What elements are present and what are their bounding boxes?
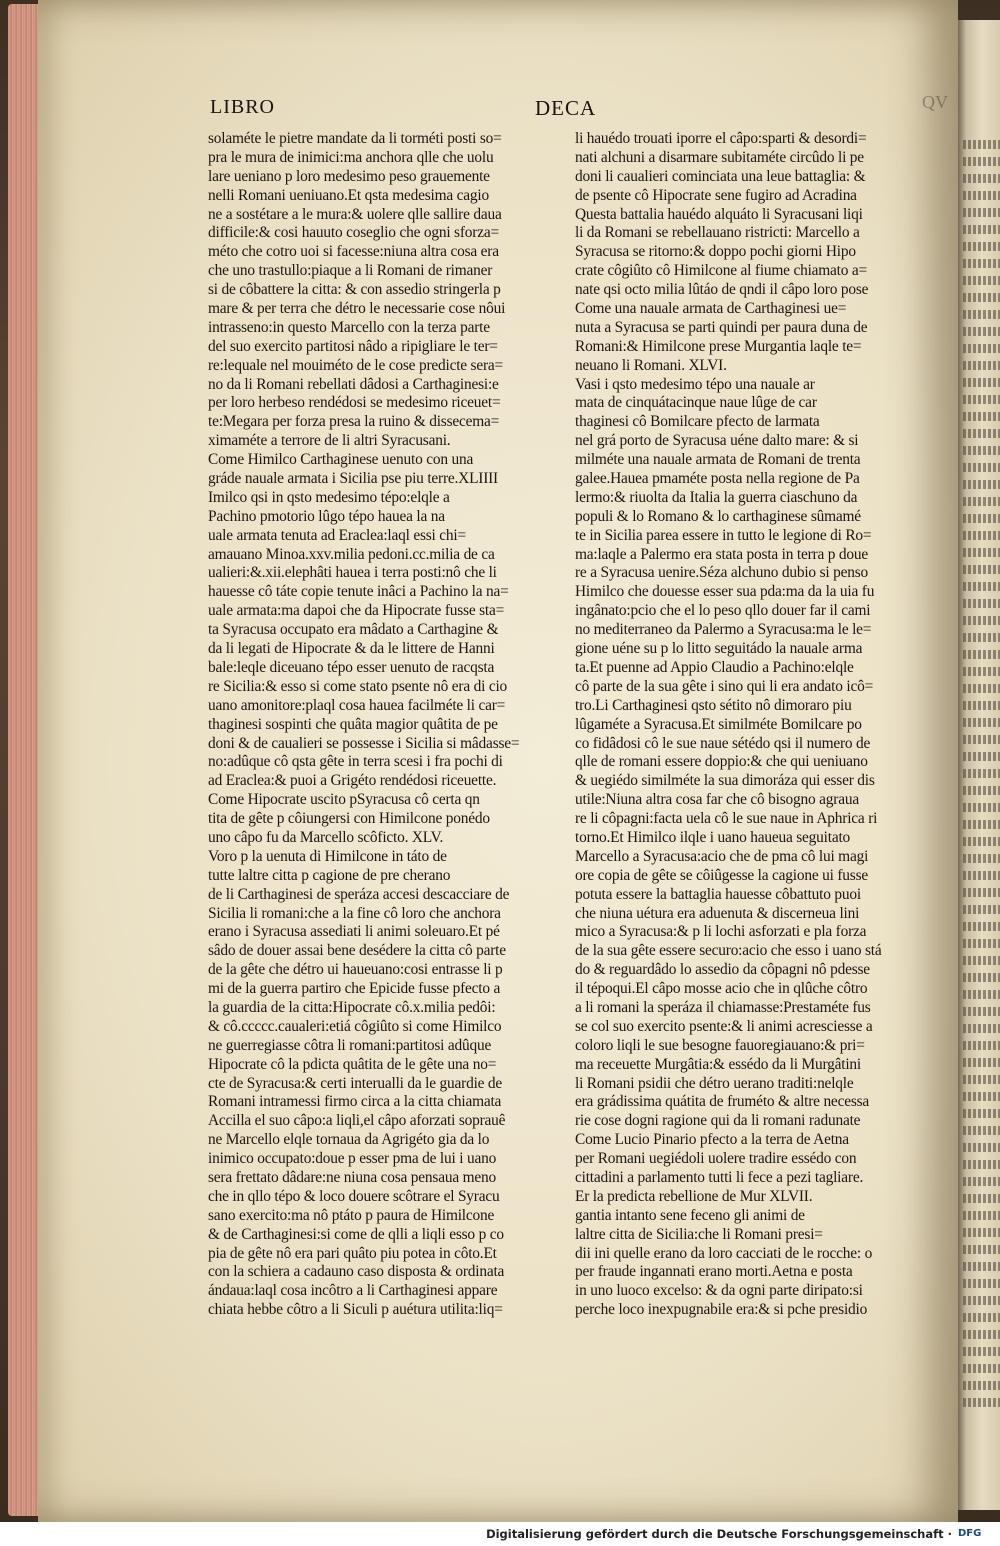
running-head-left: LIBRO	[210, 96, 275, 118]
facing-text-line	[963, 956, 1000, 965]
text-line: difficile:& cosi hauuto coseglio che ogni sforza=	[208, 224, 499, 242]
text-line: doni & de caualieri se possesse i Sicilia si mâdasse=	[208, 734, 520, 752]
text-line: galee.Hauea pmaméte posta nella regione de Pa	[575, 470, 860, 488]
text-line: Marcello a Syracusa:acio che de pma cô lui magi	[575, 847, 869, 865]
text-line: no:adûque cô qsta gête in terra scesi i fra pochi di	[208, 753, 503, 771]
text-line: Romani intramessi firmo circa a la citta chiamata	[208, 1093, 502, 1111]
text-line: ma receuette Murgâtia:& essédo da li Murgâtini	[575, 1055, 861, 1073]
facing-text-line	[963, 1058, 1000, 1067]
facing-text-line	[963, 429, 1000, 438]
text-line: amauano Minoa.xxv.milia pedoni.cc.milia de ca	[208, 545, 495, 563]
text-line: lermo:& riuolta da Italia la guerra ciaschuno da	[575, 488, 858, 506]
facing-text-line	[963, 140, 1000, 149]
text-line: & uegiédo similméte la sua dimoráza qui esser dis	[575, 772, 875, 790]
facing-text-line	[963, 327, 1000, 336]
text-line: che niuna uétura era aduenuta & discerneua lini	[575, 904, 860, 922]
text-line: per loro herbeso rendédosi se medesimo riceuet=	[208, 394, 501, 412]
text-line: nati alchuni a disarmare subitaméte circûdo li pe	[575, 148, 864, 166]
text-line: & cô.ccccc.caualeri:etiá côgiûto si come Himilco	[208, 1017, 502, 1035]
text-line: li Romani psidii che détro uerano traditi:nelqle	[575, 1074, 854, 1092]
facing-text-line	[963, 446, 1000, 455]
facing-text-line	[963, 1330, 1000, 1339]
facing-text-line	[963, 1245, 1000, 1254]
text-line: Syracusa se ritorno:& doppo pochi giorni Hipo	[575, 243, 856, 261]
text-line: a li romani la speráza il chiamasse:Prestaméte fus	[575, 998, 871, 1016]
page-fore-edge	[8, 4, 42, 1516]
facing-text-line	[963, 242, 1000, 251]
text-line: del suo exercito partitosi nâdo a ripigliare le ter=	[208, 337, 498, 355]
facing-text-line	[963, 599, 1000, 608]
text-line: re Sicilia:& esso si come stato psente nô era di cio	[208, 677, 508, 695]
facing-text-line	[963, 1007, 1000, 1016]
facing-text-line	[963, 259, 1000, 268]
text-line: lûgaméte a Syracusa.Et similméte Bomilcare po	[575, 715, 862, 733]
text-line: ma:laqle a Palermo era stata posta in terra p doue	[575, 545, 868, 563]
text-line: re a Syracusa uenire.Séza alchuno dubio si penso	[575, 564, 868, 582]
text-line: nelli Romani ueniuano.Et qsta medesima cagio	[208, 186, 489, 204]
facing-text-line	[963, 837, 1000, 846]
facing-text-line	[963, 1347, 1000, 1356]
text-line: perche loco inexpugnabile era:& si pche presidio	[575, 1301, 868, 1319]
facing-text-line	[963, 905, 1000, 914]
text-line: per fraude ingannati erano morti.Aetna e posta	[575, 1263, 853, 1281]
facing-text-line	[963, 735, 1000, 744]
facing-text-line	[963, 616, 1000, 625]
text-line: potuta essere la battaglia hauesse côbattuto puoi	[575, 885, 861, 903]
text-line: ingânato:pcio che el lo peso qllo douer far il cami	[575, 602, 871, 620]
dfg-logo-text: DFG	[958, 1528, 982, 1539]
facing-text-line	[963, 531, 1000, 540]
text-line: ta Syracusa occupato era mâdato a Carthagine &	[208, 621, 499, 639]
text-line: Questa battalia hauédo alquáto li Syracusani liqi	[575, 205, 863, 223]
facing-text-line	[963, 854, 1000, 863]
text-line: Accilla el suo câpo:a liqli,el câpo aforzati soprauê	[208, 1112, 506, 1130]
facing-text-line	[963, 395, 1000, 404]
text-line: méto che cotro uoi si facesse:niuna altra cosa era	[208, 243, 499, 261]
text-line: erano i Syracusa assediati li animi soleuaro.Et pé	[208, 923, 500, 941]
text-line: Come Himilco Carthaginese uenuto con una	[208, 451, 474, 469]
text-line: nuta a Syracusa se parti quindi per paura duna de	[575, 318, 868, 336]
text-line: con la schiera a cadauno caso disposta & ordinata	[208, 1263, 505, 1281]
facing-text-line	[963, 820, 1000, 829]
text-line: intrassenо:in questo Marcello con la terza parte	[208, 318, 490, 336]
text-line: Voro p la uenuta di Himilcone in táto de	[208, 847, 447, 865]
text-line: dii ini quelle erano da loro cacciati de le rocche: o	[575, 1244, 873, 1262]
text-line: tutte laltre citta p cagione de pre cherano	[208, 866, 451, 884]
text-line: mata de cinquátacinque naue lûge de car	[575, 394, 817, 412]
text-line: gione uéne su p lo litto seguitádo la nauale arma	[575, 640, 863, 658]
facing-text-line	[963, 378, 1000, 387]
text-line: uale armata:ma dapoi che da Hipocrate fusse sta=	[208, 602, 505, 620]
facing-text-line	[963, 803, 1000, 812]
facing-text-line	[963, 1092, 1000, 1101]
facing-text-line	[963, 1126, 1000, 1135]
facing-text-line	[963, 888, 1000, 897]
facing-text-line	[963, 276, 1000, 285]
text-line: li hauédo trouati iporre el câpo:sparti & desordi=	[575, 130, 867, 147]
facing-text-line	[963, 973, 1000, 982]
facing-text-line	[963, 1109, 1000, 1118]
text-line: re:lequale nel mouiméto de le cose predicte sera=	[208, 356, 504, 374]
text-line: doni li caualieri cominciata una leue battaglia: &	[575, 167, 866, 185]
facing-text-line	[963, 786, 1000, 795]
text-line: gráde nauale armata i Sicilia pse piu terre.XLIIII	[208, 470, 498, 488]
facing-text-line	[963, 1313, 1000, 1322]
text-line: ta.Et puenne ad Appio Claudio a Pachino:elqle	[575, 658, 854, 676]
text-line: co fidâdosi cô le sue naue sétédo qsi il numero de	[575, 734, 871, 752]
facing-text-line	[963, 361, 1000, 370]
text-line: che uno trastullo:piaque a li Romani de rimaner	[208, 262, 493, 280]
facing-text-line	[963, 1041, 1000, 1050]
text-line: crate côgiûto cô Himilcone al fiume chiamato a=	[575, 262, 868, 280]
text-line: ximaméte a terrore de li altri Syracusani.	[208, 432, 451, 450]
facing-text-line	[963, 990, 1000, 999]
text-line: Come Lucio Pinario pfecto a la terra de Aetna	[575, 1131, 849, 1149]
facing-text-line	[963, 1024, 1000, 1033]
text-line: se col suo exercito psente:& li animi acresciesse a	[575, 1017, 873, 1035]
text-line: laltre citta de Sicilia:che li Romani presi=	[575, 1225, 823, 1243]
text-line: uano amonitore:plaql cosa hauea facilméte li car=	[208, 696, 506, 714]
text-line: Er la predicta rebellione de Mur XLVII.	[575, 1187, 813, 1205]
facing-text-line	[963, 1194, 1000, 1203]
text-line: de la sua gête essere securo:acio che esso i uano stá	[575, 942, 882, 960]
facing-text-line	[963, 1143, 1000, 1152]
text-line: no da li Romani rebellati dâdosi a Carthaginesi:e	[208, 375, 499, 393]
text-column-left	[208, 130, 553, 1320]
text-line: & de Carthaginesi:si come de qlli a liqli esso p co	[208, 1225, 504, 1243]
text-line: milméte una nauale armata de Romani de trenta	[575, 451, 861, 469]
running-head-fragment: QV	[922, 92, 948, 112]
facing-text-line	[963, 480, 1000, 489]
text-line: cittadini a parlamento tutti li fece a pezi tagliare.	[575, 1168, 864, 1186]
text-line: thaginesi sospinti che quâta magior quâtita de pe	[208, 715, 498, 733]
facing-text-line	[963, 157, 1000, 166]
text-line: pra le mura de inimici:ma anchora qlle che uolu	[208, 148, 494, 166]
text-line: nel grá porto de Syracusa uéne dalto mare: & si	[575, 432, 859, 450]
facing-text-line	[963, 582, 1000, 591]
text-line: torno.Et Himilco ilqle i uano haueua seguitato	[575, 828, 851, 846]
text-line: Vasi i qsto medesimo tépo una nauale ar	[575, 375, 815, 393]
funding-notice: Digitalisierung gefördert durch die Deutsche Forschungsgemeinschaft ·	[486, 1527, 952, 1541]
dfg-logo	[958, 1527, 992, 1541]
text-line: tro.Li Carthaginesi qsto sétito nô dimoraro piu	[575, 696, 852, 714]
facing-text-line	[963, 1279, 1000, 1288]
facing-text-line	[963, 548, 1000, 557]
facing-text-line	[963, 1160, 1000, 1169]
text-line: ándaua:laql cosa incôtro a li Carthaginesi appare	[208, 1282, 498, 1300]
text-line: de psente cô Hipocrate sene fugiro ad Acradina	[575, 186, 857, 204]
facing-text-line	[963, 1364, 1000, 1373]
text-line: ne a sostétare a le mura:& uolere qlle sallire daua	[208, 205, 502, 223]
text-line: sano exercito:ma nô ptáto p paura de Himilcone	[208, 1206, 495, 1224]
text-line: Come Hipocrate uscito pSyracusa cô certa qn	[208, 791, 480, 809]
text-line: cô parte de la sua gête i sino qui li era andato icô=	[575, 677, 874, 695]
text-line: neuano li Romani. XLVI.	[575, 356, 727, 374]
text-line: ualieri:&.xii.elephâti hauea i terra posti:nô che li	[208, 564, 497, 582]
text-line: de la gête che détro ui haueuano:cosi entrasse li p	[208, 961, 503, 979]
text-line: de li Carthaginesi de speráza accesi descacciare de	[208, 885, 510, 903]
facing-text-line	[963, 225, 1000, 234]
facing-text-line	[963, 752, 1000, 761]
facing-text-line	[963, 174, 1000, 183]
text-line: ne Marcello elqle tornaua da Agrigéto gia da lo	[208, 1131, 490, 1149]
text-line: solaméte le pietre mandate da li torméti posti so=	[208, 130, 502, 147]
text-line: mi de la guerra partiro che Epicide fusse pfecto a	[208, 980, 501, 998]
facing-text-line	[963, 514, 1000, 523]
facing-text-line	[963, 1398, 1000, 1407]
text-line: gantia intanto sene feceno gli animi de	[575, 1206, 805, 1224]
text-line: Himilco che douesse esser sua pda:ma da la uia fu	[575, 583, 875, 601]
facing-text-line	[963, 939, 1000, 948]
text-line: populi & lo Romano & lo carthaginese sûmamé	[575, 507, 861, 525]
facing-text-line	[963, 344, 1000, 353]
text-line: che in qllo tépo & loco douere scôtrare el Syracu	[208, 1187, 500, 1205]
facing-text-line	[963, 1381, 1000, 1390]
text-line: era grádissima quátita de fruméto & altre necessa	[575, 1093, 870, 1111]
text-line: rie cose dogni ragione qui da li romani radunate	[575, 1112, 861, 1130]
text-line: uale armata tenuta ad Eraclea:laql essi chi=	[208, 526, 466, 544]
text-line: pia de gête nô era pari quâto piu potea in côto.Et	[208, 1244, 497, 1262]
facing-text-line	[963, 684, 1000, 693]
text-line: inimico occupato:doue p esser pma de lui i uano	[208, 1150, 497, 1168]
text-line: da li legati de Hipocrate & da le littere de Hanni	[208, 640, 495, 658]
text-line: li da Romani se rebellauano ristricti: Marcello a	[575, 224, 860, 242]
text-line: Romani:& Himilcone prese Murgantia laqle te=	[575, 337, 862, 355]
text-line: in uno luoco excelso: & da ogni parte diripato:si	[575, 1282, 863, 1300]
text-line: re li côpagni:facta uela cô le sue naue in Aphrica ri	[575, 810, 878, 828]
text-line: chiata hebbe côtro a li Siculi p auétura utilita:liq=	[208, 1301, 503, 1319]
text-line: sâdo de douer assai bene desédere la citta cô parte	[208, 942, 506, 960]
facing-text-line	[963, 701, 1000, 710]
facing-text-line	[963, 463, 1000, 472]
text-line: mico a Syracusa:& p li lochi asforzati e pla forza	[575, 923, 867, 941]
facing-text-line	[963, 922, 1000, 931]
text-line: utile:Niuna altra cosa far che cô bisogno agraua	[575, 791, 859, 809]
facing-text-line	[963, 769, 1000, 778]
text-line: ore copia de gête se côiûgesse la cagione ui fusse	[575, 866, 868, 884]
facing-text-line	[963, 1211, 1000, 1220]
text-line: no mediterraneo da Palermo a Syracusa:ma le le=	[575, 621, 872, 639]
text-line: uno câpo fu da Marcello scôfictо. XLV.	[208, 828, 444, 846]
facing-text-line	[963, 1177, 1000, 1186]
text-line: coloro liqli le sue besogne fauoregiauano:& pri=	[575, 1036, 865, 1054]
facing-text-line	[963, 293, 1000, 302]
text-line: do & reguardâdo lo assedio da côpagni nô pdesse	[575, 961, 870, 979]
facing-page-edge	[955, 20, 1000, 1510]
text-line: Hipocrate cô la pdicta quâtita de le gête una no=	[208, 1055, 497, 1073]
text-line: tita de gête p côiungersi con Himilcone ponédo	[208, 810, 490, 828]
digitization-footer	[0, 1522, 1000, 1546]
text-line: cte de Syracusa:& certi interualli da le guardie de	[208, 1074, 503, 1092]
text-line: sera frettato dâdare:ne niuna cosa pensaua meno	[208, 1168, 497, 1186]
text-line: nate qsi octo milia lûtáo de qndi il câpo loro pose	[575, 281, 869, 299]
text-line: qlle de romani essere doppio:& che qui ueniuano	[575, 753, 868, 771]
facing-text-line	[963, 1075, 1000, 1084]
text-line: Sicilia li romani:che a la fine cô loro che anchora	[208, 904, 501, 922]
facing-text-line	[963, 565, 1000, 574]
facing-text-line	[963, 412, 1000, 421]
text-line: hauesse cô táte copie tenute inâci a Pachino la na=	[208, 583, 509, 601]
text-line: te:Megara per forza presa la ruino & dissecema=	[208, 413, 500, 431]
text-line: Come una nauale armata de Carthaginesi ue=	[575, 300, 847, 318]
text-line: il tépoqui.El câpo mosse acio che in qlûche côtro	[575, 980, 868, 998]
text-line: ad Eraclea:& puoi a Grigéto rendédosi riceuette.	[208, 772, 497, 790]
facing-text-line	[963, 718, 1000, 727]
text-line: mare & per terra che détro le necessarie cose nôui	[208, 300, 506, 318]
facing-text-line	[963, 497, 1000, 506]
text-line: Pachino pmotorio lûgo tépo hauea la na	[208, 507, 445, 525]
facing-text-line	[963, 1296, 1000, 1305]
facing-text-line	[963, 191, 1000, 200]
running-head-right: DECA	[535, 96, 597, 120]
facing-text-line	[963, 1262, 1000, 1271]
facing-text-line	[963, 650, 1000, 659]
facing-text-line	[963, 208, 1000, 217]
text-line: Imilco qsi in qsto medesimo tépo:elqle a	[208, 488, 450, 506]
facing-text-line	[963, 667, 1000, 676]
facing-text-line	[963, 1228, 1000, 1237]
facing-text-line	[963, 633, 1000, 642]
text-line: ne guerregiasse côtra li romani:partitosi adûque	[208, 1036, 492, 1054]
facing-text-line	[963, 310, 1000, 319]
text-line: lare ueniano p loro medesimo peso grauemente	[208, 167, 490, 185]
facing-text-line	[963, 871, 1000, 880]
text-column-right	[575, 130, 920, 1320]
text-line: si de côbattere la citta: & con assedio stringerla p	[208, 281, 501, 299]
text-line: per Romani uegiédoli uolere tradire essédo con	[575, 1150, 857, 1168]
text-line: bale:lеqle diceuano tépo esser uenuto de racqsta	[208, 658, 495, 676]
text-line: te in Sicilia parea essere in tutto le legione di Ro=	[575, 526, 872, 544]
text-line: thaginesi cô Bomilcare pfecto de larmata	[575, 413, 820, 431]
text-line: la guardia de la citta:Hipocrate cô.x.milia pedôi:	[208, 998, 496, 1016]
